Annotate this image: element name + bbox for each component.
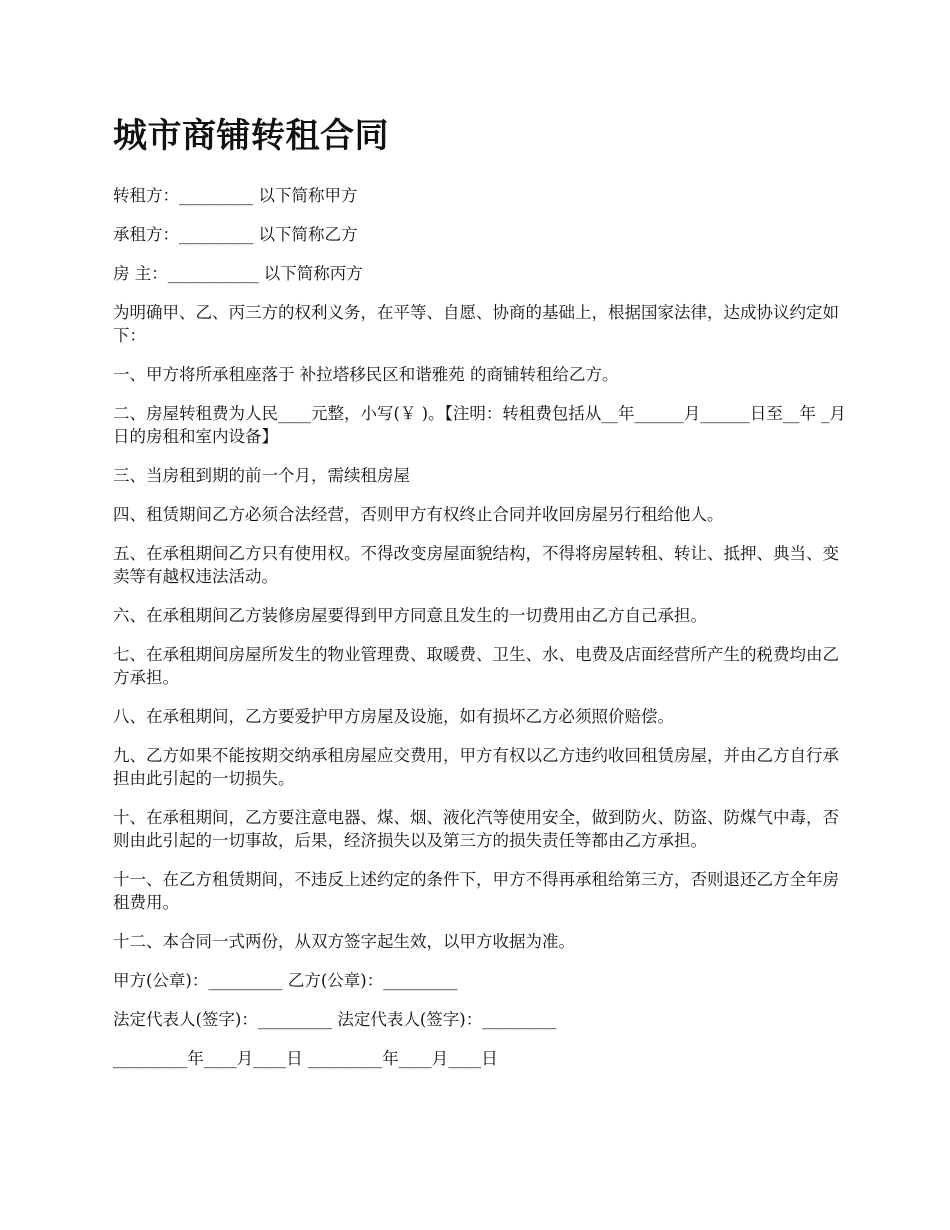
clause-1: 一、甲方将所承租座落于 补拉塔移民区和谐雅苑 的商铺转租给乙方。 xyxy=(113,365,619,384)
date-line: _________年____月____日 _________年____月____日 xyxy=(113,1049,498,1068)
clause-7: 七、在承租期间房屋所发生的物业管理费、取暖费、卫生、水、电费及店面经营所产生的税费均由乙方承担。 xyxy=(113,645,839,687)
document-title: 城市商铺转租合同 xyxy=(113,116,389,156)
clause-12: 十二、本合同一式两份，从双方签字起生效，以甲方收据为准。 xyxy=(113,932,575,951)
clause-6: 六、在承租期间乙方装修房屋要得到甲方同意且发生的一切费用由乙方自己承担。 xyxy=(113,606,707,625)
clause-10: 十、在承租期间，乙方要注意电器、煤、烟、液化汽等使用安全，做到防火、防盗、防煤气中毒，否则由此引起的一切事故，后果，经济损失以及第三方的损失责任等都由乙方承担。 xyxy=(113,808,839,850)
clause-4: 四、租赁期间乙方必须合法经营，否则甲方有权终止合同并收回房屋另行租给他人。 xyxy=(113,505,724,524)
preamble: 为明确甲、乙、丙三方的权利义务，在平等、自愿、协商的基础上，根据国家法律，达成协议约定如下： xyxy=(113,303,839,345)
clause-2: 二、房屋转租费为人民____元整，小写(￥ )。【注明：转租费包括从__年______月______日至__年 _月 日的房租和室内设备】 xyxy=(113,404,846,446)
clause-9: 九、乙方如果不能按期交纳承租房屋应交费用，甲方有权以乙方违约收回租赁房屋，并由乙方自行承担由此引起的一切损失。 xyxy=(113,746,839,788)
lessee-line: 承租方：_________ 以下简称乙方 xyxy=(113,225,358,244)
clause-8: 八、在承租期间，乙方要爱护甲方房屋及设施，如有损坏乙方必须照价赔偿。 xyxy=(113,707,674,726)
clause-11: 十一、在乙方租赁期间，不违反上述约定的条件下，甲方不得再承租给第三方，否则退还乙方全年房租费用。 xyxy=(113,870,839,912)
landlord-line: 房 主：___________ 以下简称丙方 xyxy=(113,264,363,283)
lessor-line: 转租方：_________ 以下简称甲方 xyxy=(113,186,358,205)
clause-3: 三、当房租到期的前一个月，需续租房屋 xyxy=(113,466,410,485)
seal-line: 甲方(公章)：_________ 乙方(公章)：_________ xyxy=(113,971,458,990)
clause-5: 五、在承租期间乙方只有使用权。不得改变房屋面貌结构，不得将房屋转租、转让、抵押、典当、变卖等有越权违法活动。 xyxy=(113,544,839,586)
contract-page xyxy=(113,110,855,1086)
signature-line: 法定代表人(签字)：_________ 法定代表人(签字)：_________ xyxy=(113,1010,557,1029)
